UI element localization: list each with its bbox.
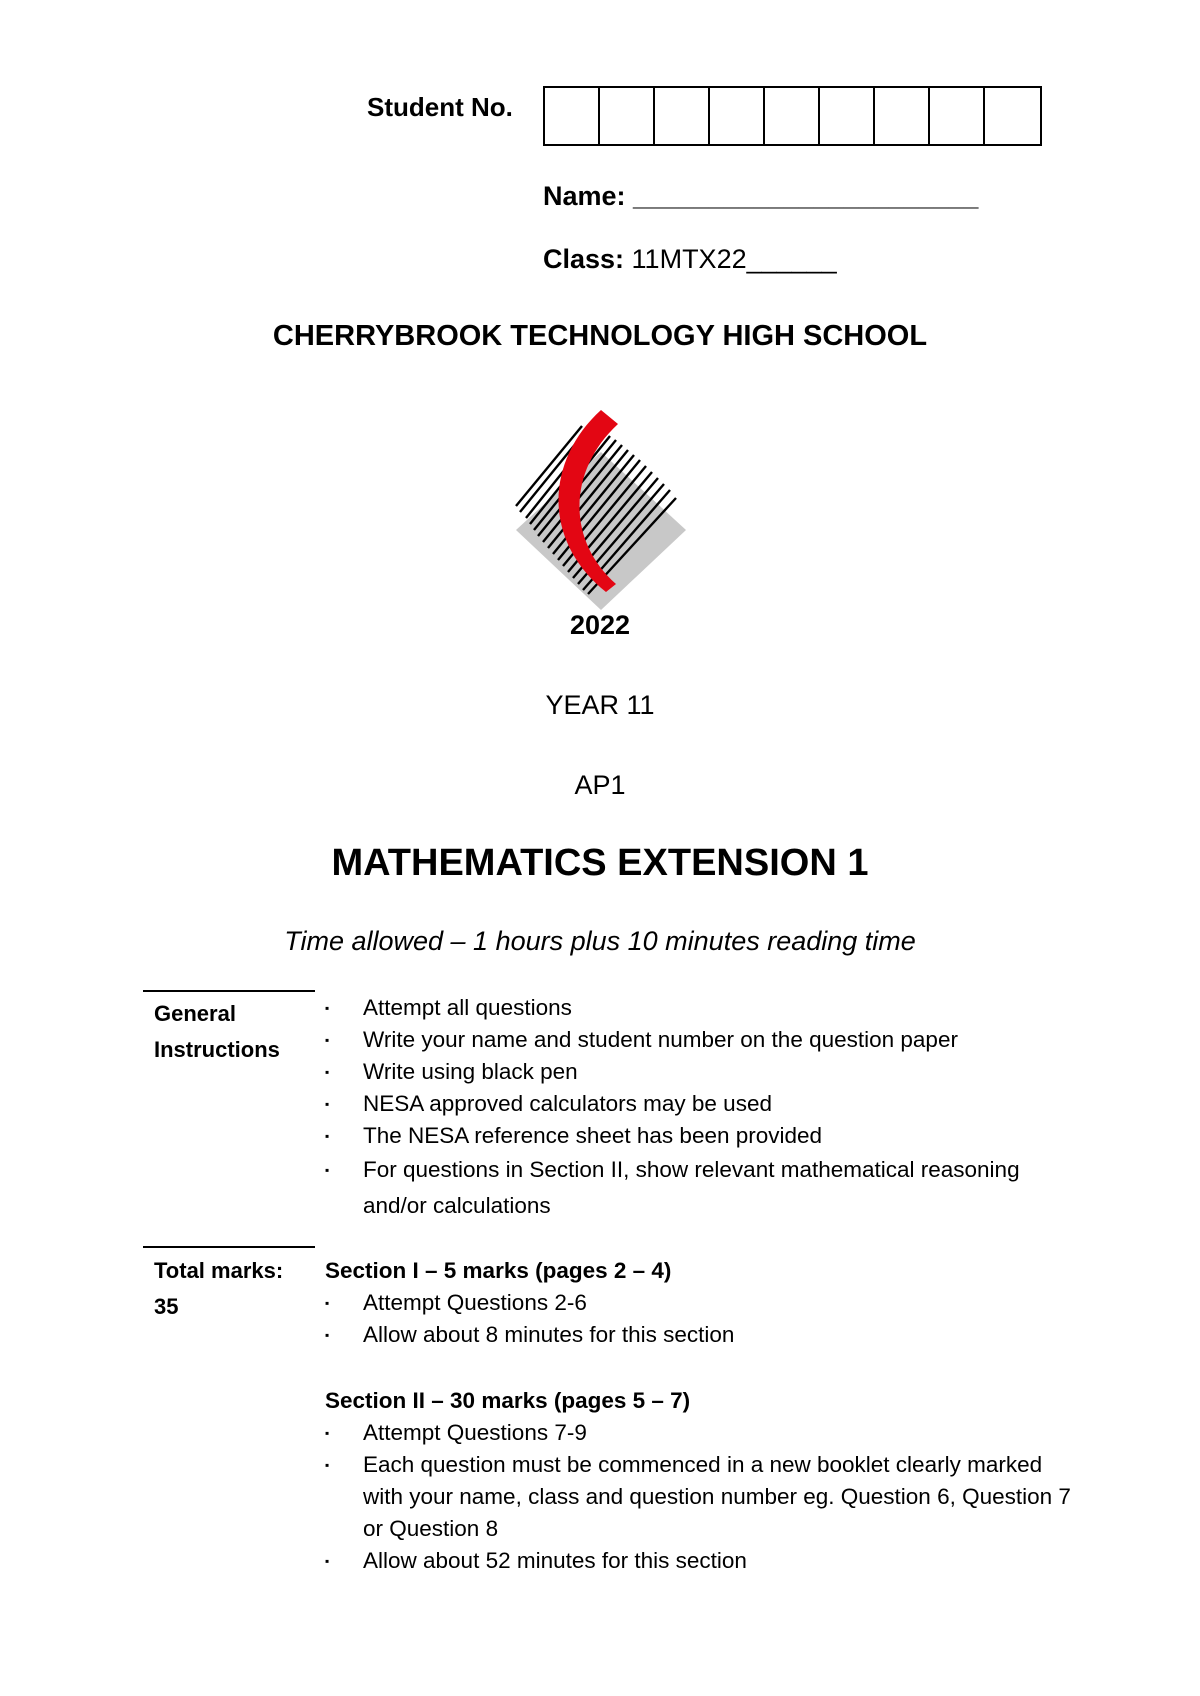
student-number-box[interactable] bbox=[600, 88, 655, 144]
student-number-box[interactable] bbox=[655, 88, 710, 144]
student-number-box[interactable] bbox=[820, 88, 875, 144]
class-field[interactable] bbox=[543, 244, 837, 275]
time-allowed: Time allowed – 1 hours plus 10 minutes reading time bbox=[284, 926, 916, 956]
list-item: ▪ Attempt Questions 2-6 bbox=[325, 1287, 1085, 1319]
list-item: ▪ Write your name and student number on the question paper bbox=[325, 1024, 1085, 1056]
subject-title: MATHEMATICS EXTENSION 1 bbox=[331, 842, 869, 884]
list-item: ▪ NESA approved calculators may be used bbox=[325, 1088, 1085, 1120]
divider bbox=[143, 1246, 315, 1248]
general-instructions-list bbox=[325, 992, 1085, 1224]
divider bbox=[143, 990, 315, 992]
class-value: 11MTX22______ bbox=[631, 244, 837, 274]
list-item: ▪ Attempt Questions 7-9 bbox=[325, 1417, 1085, 1449]
section-2-heading: Section II – 30 marks (pages 5 – 7) bbox=[325, 1388, 691, 1413]
school-crest-icon bbox=[506, 400, 696, 610]
list-item: ▪ Allow about 8 minutes for this section bbox=[325, 1319, 1085, 1351]
list-item: ▪ For questions in Section II, show relevant mathematical reasoning and/or calculations bbox=[325, 1152, 1085, 1224]
student-number-box[interactable] bbox=[875, 88, 930, 144]
general-instructions-label bbox=[154, 996, 280, 1068]
student-number-box[interactable] bbox=[710, 88, 765, 144]
list-item: ▪ Each question must be commenced in a new booklet clearly marked with your name, class and question number eg. Question 6, Question 7 or Question 8 bbox=[325, 1449, 1085, 1545]
student-number-box[interactable] bbox=[765, 88, 820, 144]
student-number-box[interactable] bbox=[545, 88, 600, 144]
student-number-row bbox=[0, 86, 1200, 146]
student-number-box[interactable] bbox=[985, 88, 1040, 144]
list-item: ▪ The NESA reference sheet has been provided bbox=[325, 1120, 1085, 1152]
list-item: ▪ Attempt all questions bbox=[325, 992, 1085, 1024]
exam-grade: YEAR 11 bbox=[545, 690, 655, 720]
total-marks-value: 35 bbox=[154, 1294, 179, 1319]
student-number-boxes bbox=[543, 86, 1042, 146]
student-number-box[interactable] bbox=[930, 88, 985, 144]
student-number-label: Student No. bbox=[367, 92, 513, 122]
name-field[interactable]: Name: _______________________ bbox=[543, 181, 979, 211]
list-item: ▪ Write using black pen bbox=[325, 1056, 1085, 1088]
sections-info bbox=[325, 1255, 1085, 1577]
total-marks-label bbox=[154, 1253, 283, 1325]
label-line: General bbox=[154, 1001, 236, 1026]
section-1-heading: Section I – 5 marks (pages 2 – 4) bbox=[325, 1258, 672, 1283]
label-line: Instructions bbox=[154, 1037, 280, 1062]
class-label: Class: bbox=[543, 244, 632, 274]
label-line: Total marks: bbox=[154, 1258, 284, 1283]
school-name: CHERRYBROOK TECHNOLOGY HIGH SCHOOL bbox=[272, 320, 928, 352]
assessment-code: AP1 bbox=[574, 770, 626, 800]
exam-year: 2022 bbox=[569, 610, 631, 640]
list-item: ▪ Allow about 52 minutes for this section bbox=[325, 1545, 1085, 1577]
spacer bbox=[325, 1351, 1085, 1385]
